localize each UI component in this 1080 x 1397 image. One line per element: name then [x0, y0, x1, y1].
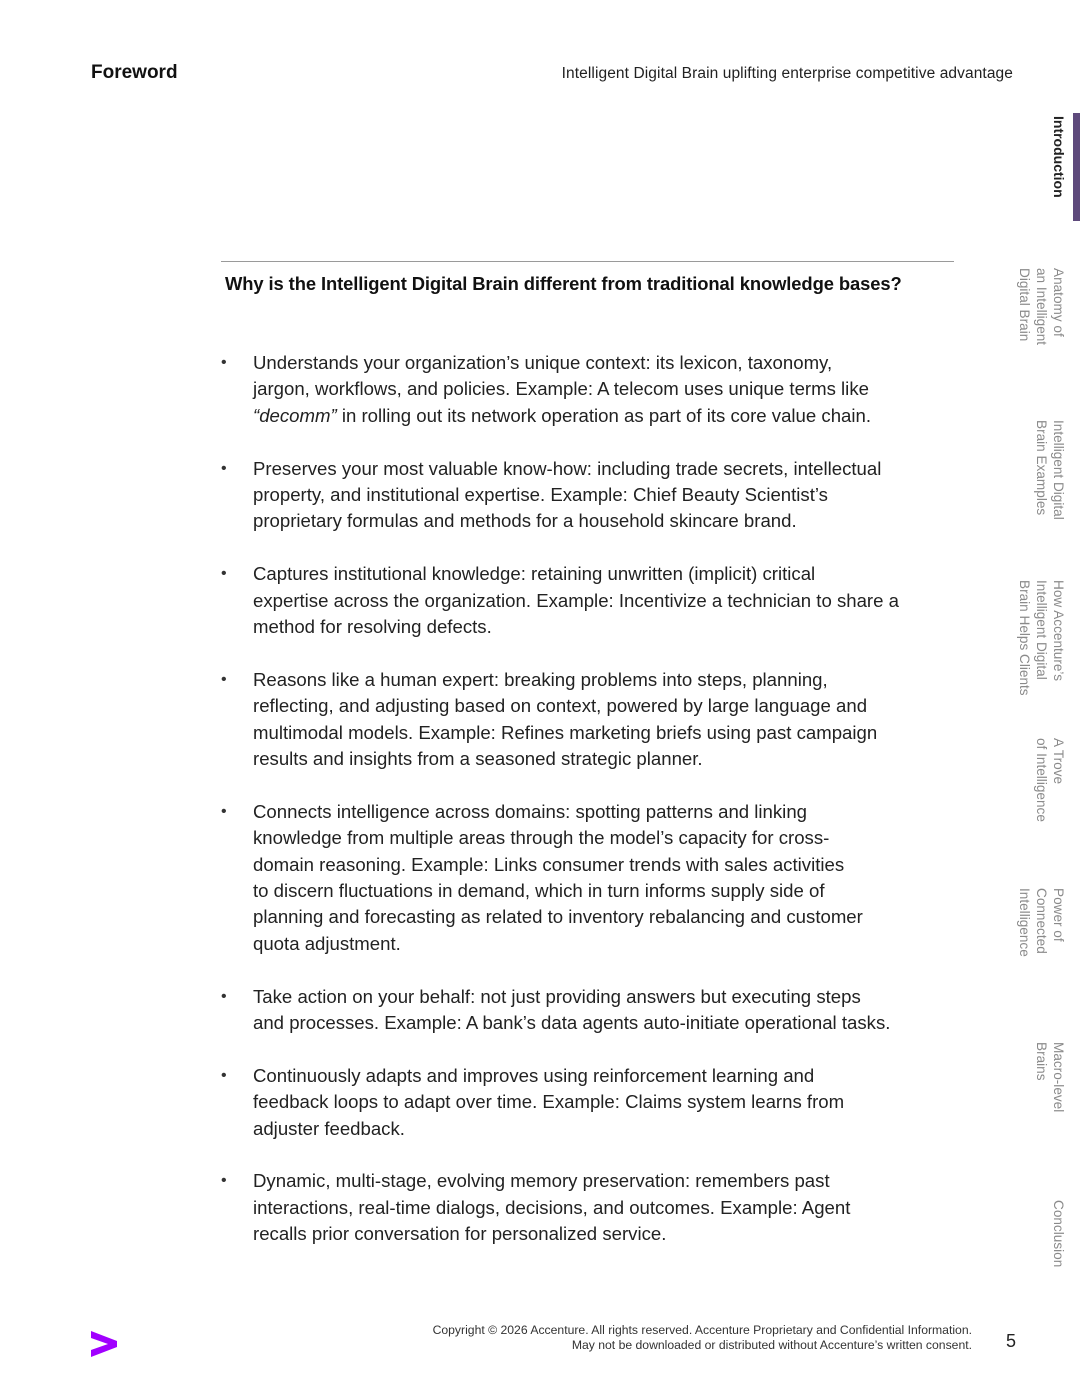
list-item: [221, 456, 961, 535]
document-title: Intelligent Digital Brain uplifting enterprise competitive advantage: [561, 65, 1013, 82]
nav-tab-examples[interactable]: Intelligent Digital Brain Examples: [1034, 420, 1066, 520]
list-item: [221, 667, 961, 773]
nav-tab-macro-level-brains[interactable]: Macro-level Brains: [1034, 1042, 1066, 1113]
nav-tab-connected-intelligence[interactable]: Power of Connected Intelligence: [1017, 888, 1066, 957]
side-navigation: [1010, 110, 1080, 1300]
list-item-text: Continuously adapts and improves using reinforcement learning and feedback loops to adapt over time. Example: Claims system learns from adjuster feedback.: [253, 1064, 845, 1139]
list-item: [221, 1168, 961, 1247]
bullet-icon: •: [221, 1172, 227, 1190]
list-item-text: Take action on your behalf: not just providing answers but executing steps and processes. Example: A bank’s data agents auto-initiate operational tasks.: [253, 985, 891, 1034]
bullet-icon: •: [221, 565, 227, 583]
section-label: Foreword: [91, 62, 178, 83]
list-item-text: Reasons like a human expert: breaking problems into steps, planning, reflecting, and adjusting based on context, powered by large language and multimodal models. Example: Refines marketing briefs using past campaign results and insights from a seasoned strategic planner.: [253, 668, 878, 770]
copyright-notice: [433, 1323, 972, 1353]
accenture-logo-icon: [88, 1328, 120, 1360]
nav-tab-conclusion[interactable]: Conclusion: [1051, 1200, 1066, 1268]
nav-tab-trove-of-intelligence[interactable]: A Trove of Intelligence: [1034, 738, 1066, 822]
copyright-line-1: Copyright © 2026 Accenture. All rights reserved. Accenture Proprietary and Confidential Information.: [432, 1323, 972, 1337]
list-item: [221, 350, 961, 429]
list-item-text: Connects intelligence across domains: spotting patterns and linking knowledge from multiple areas through the model’s capacity for cross- domain reasoning. Example: Links consumer trends with sales activities to discern fluctuations in demand, which in turn informs supply side of planning and forecasting as related to inventory rebalancing and customer quota adjustment.: [253, 800, 863, 954]
list-item-text: Dynamic, multi-stage, evolving memory preservation: remembers past interactions, real-time dialogs, decisions, and outcomes. Example: Agent recalls prior conversation for personalized service.: [253, 1170, 851, 1245]
bullet-icon: •: [221, 354, 227, 371]
bullet-icon: •: [221, 670, 227, 688]
bullet-icon: •: [221, 459, 227, 477]
list-item-text: Understands your organization’s unique context: its lexicon, taxonomy, jargon, workflows, and policies. Example: A telecom uses unique terms like “decomm” in rolling out its network operation as part of its core value chain.: [253, 352, 872, 426]
list-item: [221, 561, 961, 640]
list-item: [221, 1063, 961, 1142]
nav-tab-how-accenture-helps[interactable]: How Accenture’s Intelligent Digital Brain Helps Clients: [1017, 580, 1066, 696]
copyright-line-2: May not be downloaded or distributed without Accenture’s written consent.: [571, 1338, 972, 1352]
page-number: 5: [1006, 1331, 1017, 1351]
list-item: [221, 799, 961, 957]
list-item-text: Preserves your most valuable know-how: including trade secrets, intellectual property, and institutional expertise. Example: Chief Beauty Scientist’s proprietary formulas and methods for a household skincare brand.: [253, 457, 882, 532]
bullet-icon: •: [221, 802, 227, 820]
active-tab-indicator: [1073, 113, 1080, 221]
divider-rule: [221, 261, 954, 262]
nav-tab-anatomy[interactable]: Anatomy of an Intelligent Digital Brain: [1017, 268, 1066, 346]
bullet-icon: •: [221, 1066, 227, 1084]
bullet-list: [221, 350, 961, 1274]
list-item-text: Captures institutional knowledge: retaining unwritten (implicit) critical expertise across the organization. Example: Incentivize a technician to share a method for resolving defects.: [253, 563, 899, 638]
nav-tab-introduction[interactable]: Introduction: [1051, 116, 1067, 198]
italic-term: “decomm”: [253, 404, 337, 426]
bullet-icon: •: [221, 987, 227, 1005]
list-item: [221, 984, 961, 1037]
question-heading: Why is the Intelligent Digital Brain different from traditional knowledge bases?: [225, 273, 902, 294]
